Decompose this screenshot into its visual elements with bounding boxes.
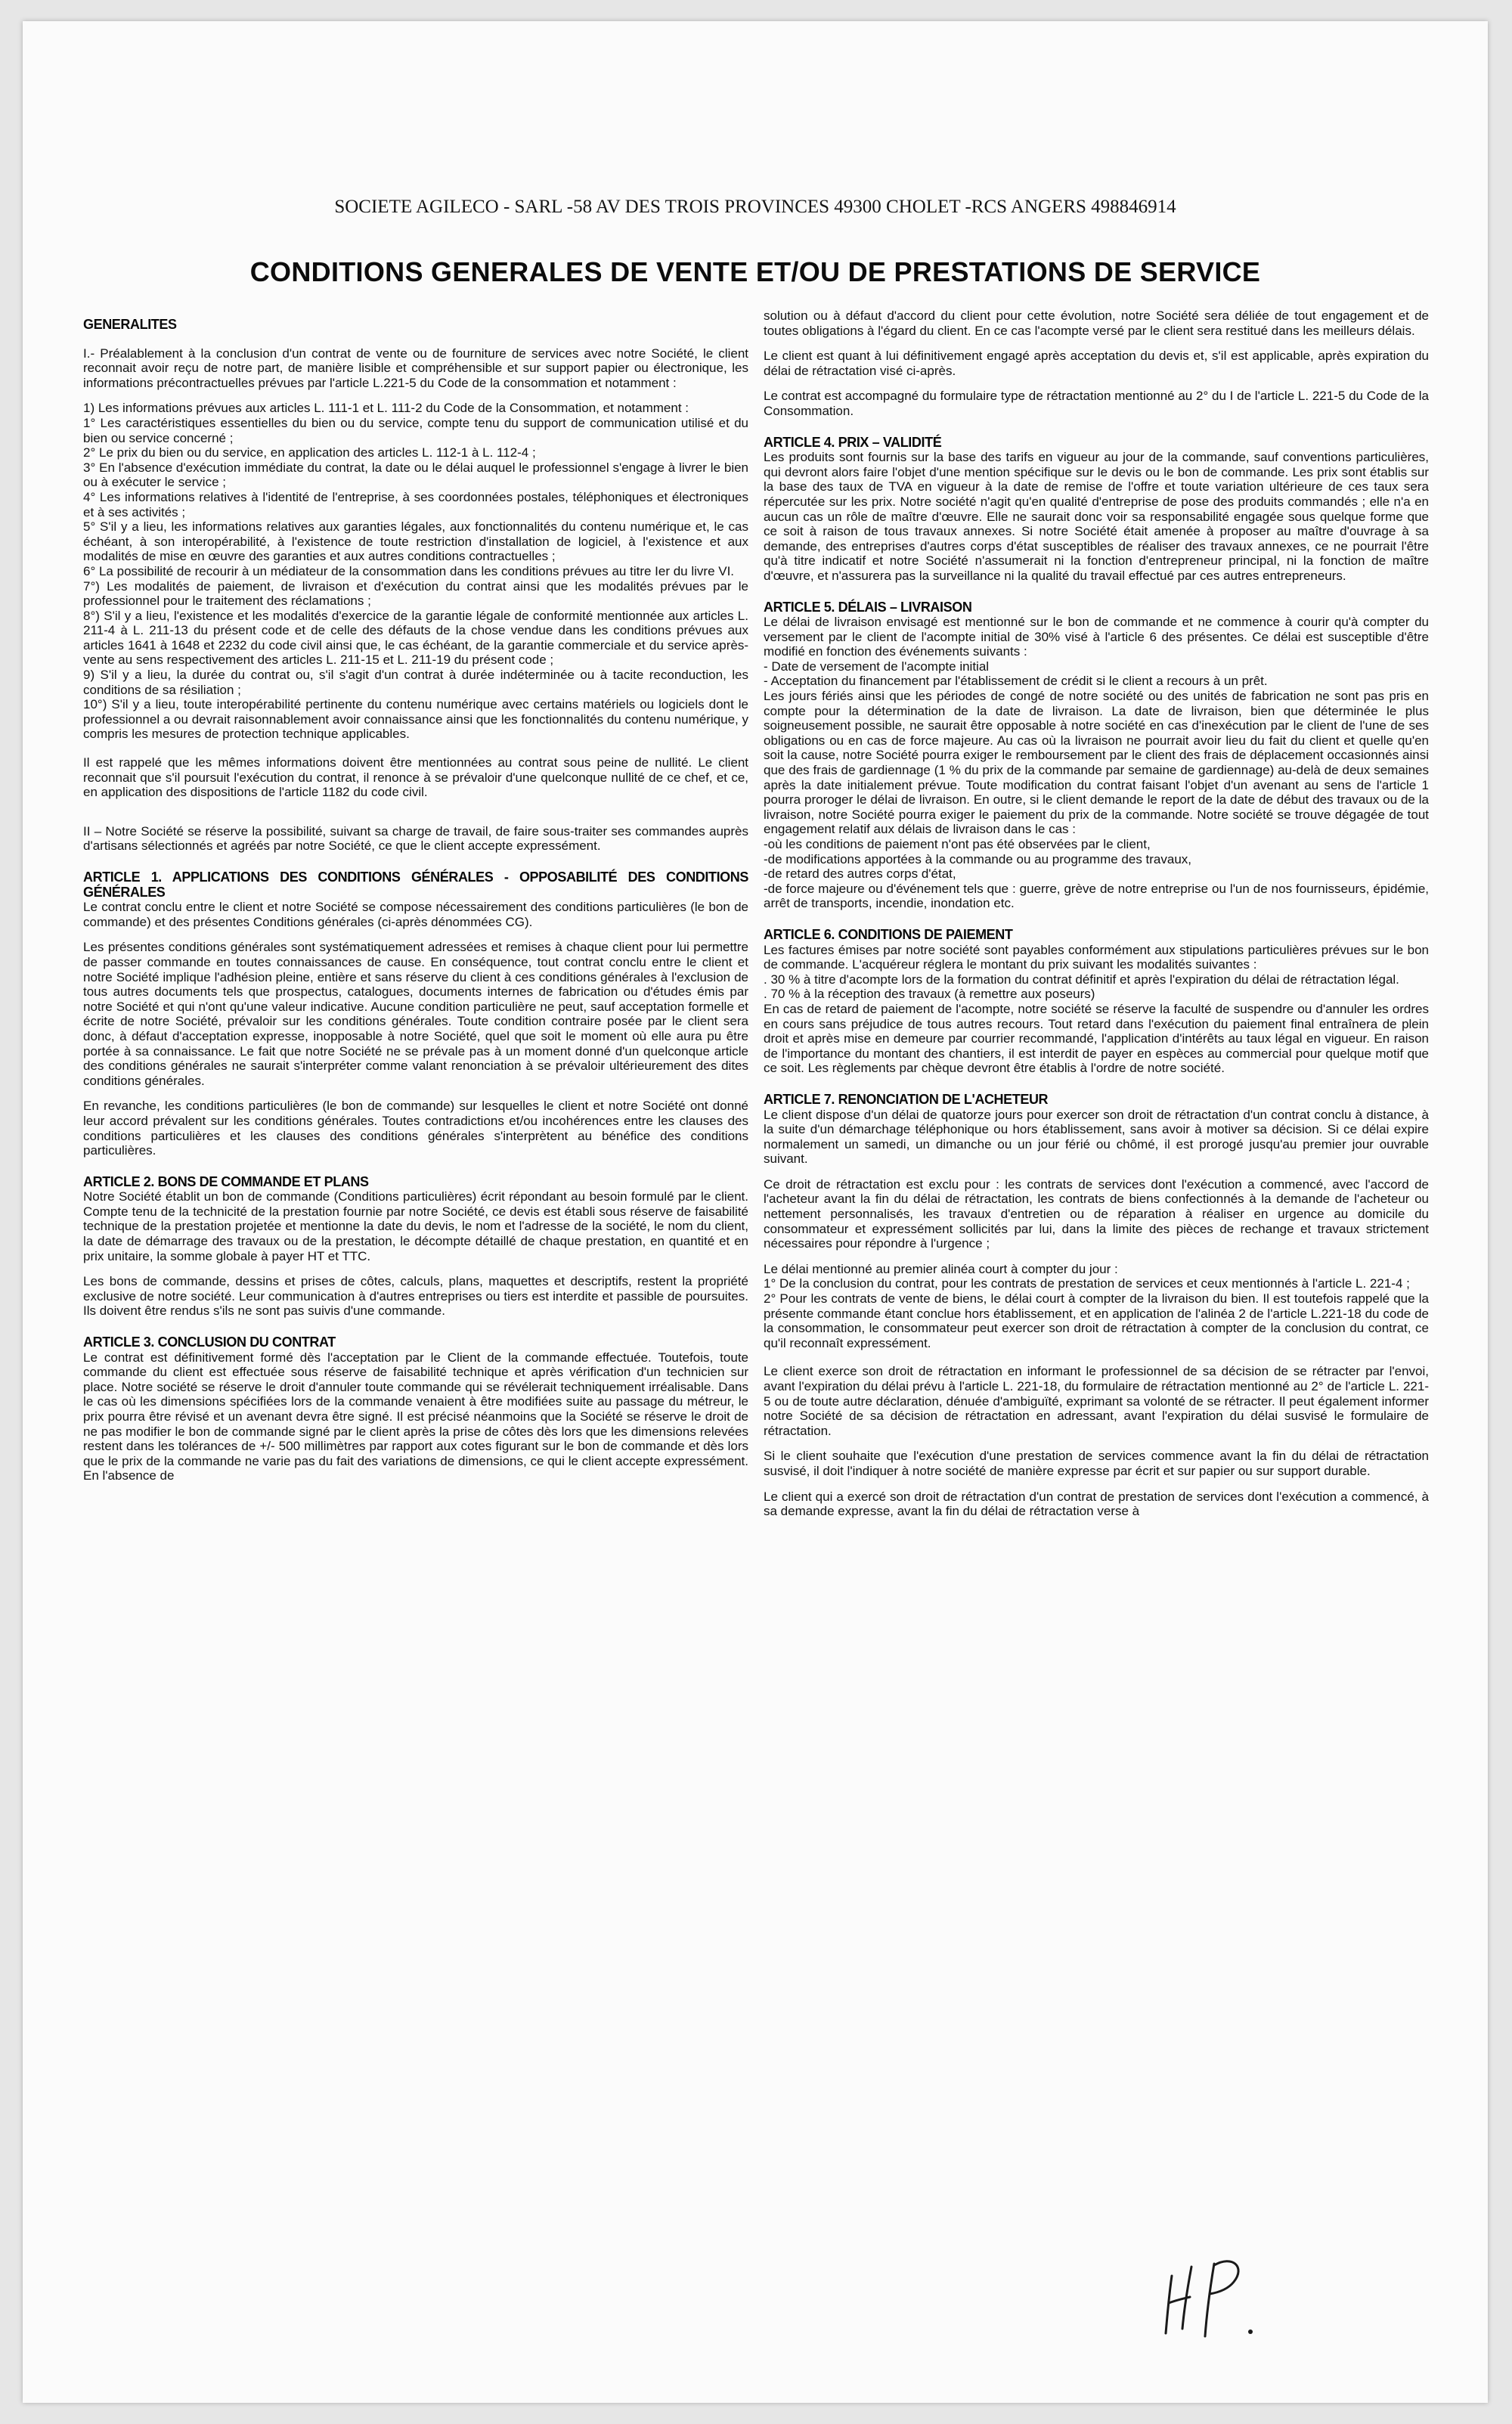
list-item: 7°) Les modalités de paiement, de livraison et d'exécution du contrat ainsi que les modalités prévues par le professionnel pour le traitement des réclamations ; [83,578,748,609]
article-7-paragraph: Si le client souhaite que l'exécution d'une prestation de services commence avant la fin du délai de rétractation susvisé, il doit l'indiquer à notre société de manière expresse par écrit et sur papier ou sur support durable. [764,1449,1429,1478]
list-item: -de retard des autres corps d'état, [764,866,956,882]
section-heading-article-4: ARTICLE 4. PRIX – VALIDITÉ [764,434,942,450]
section-heading-article-1: ARTICLE 1. APPLICATIONS DES CONDITIONS GÉNÉRALES - OPPOSABILITÉ DES CONDITIONS GÉNÉRALES [83,869,748,900]
list-item: 10°) S'il y a lieu, toute interopérabilité pertinente du contenu numérique avec certains matériels ou logiciels dont le professionnel a ou devrait raisonnablement avoir connaissance ainsi que les fonctionnalités du contenu numérique, y compris les mesures de protection technique applicables. [83,697,748,742]
document-title: CONDITIONS GENERALES DE VENTE ET/OU DE PRESTATIONS DE SERVICE [249,256,1261,287]
list-item: - Acceptation du financement par l'établissement de crédit si le client a recours à un prêt. [764,674,1268,689]
list-item: -de force majeure ou d'événement tels que : guerre, grève de notre entreprise ou l'un de nos fournisseurs, épidémie, arrêt de transports, incendie, inondation etc. [764,881,1429,911]
article-1-paragraph: En revanche, les conditions particulières (le bon de commande) sur lesquelles le client et notre Société ont donné leur accord prévalent sur les conditions générales. Toutes contradictions et/ou incohérences entre les clauses des conditions particulières et les clauses des conditions générales s'interprètent au bénéfice des conditions particulières. [83,1099,748,1158]
article-7-paragraph: Ce droit de rétractation est exclu pour : les contrats de services dont l'exécution a commencé, avec l'accord de l'acheteur avant la fin du délai de rétractation, les contrats de biens confectionnés à la demande de l'acheteur ou nettement personnalisés, les travaux d'entretien ou de réparation à réaliser en urgence au domicile du consommateur et expressément sollicités par lui, dans la limite des pièces de rechange et travaux strictement nécessaires pour répondre à l'urgence ; [764,1176,1429,1251]
list-item: -où les conditions de paiement n'ont pas été observées par le client, [764,837,1151,851]
list-item: - Date de versement de l'acompte initial [764,659,990,674]
list-item: 2° Le prix du bien ou du service, en application des articles L. 112-1 à L. 112-4 ; [83,445,536,460]
article-1-paragraph: Le contrat conclu entre le client et notre Société se compose nécessairement des conditions particulières (le bon de commande) et des présentes Conditions générales (ci-après dénommées CG). [83,900,748,929]
generalites-intro: I.- Préalablement à la conclusion d'un contrat de vente ou de fourniture de services avec notre Société, le client reconnait avoir reçu de notre part, de manière lisible et compréhensible et sur support papier ou électronique, les informations précontractuelles prévues par l'article L.221-5 du Code de la consommation et notamment : [83,346,748,390]
section-heading-article-3: ARTICLE 3. CONCLUSION DU CONTRAT [83,1334,336,1350]
right-column [764,308,1429,1530]
article-2-paragraph: Notre Société établit un bon de commande (Conditions particulières) écrit répondant au besoin formulé par le client. Compte tenu de la technicité de la prestation fournie par notre Société, ce devis est établi sous réserve de faisabilité technique de la prestation projetée et mentionne la date du devis, le nom et l'adresse de la société, le nom du client, la date de démarrage des travaux ou de la prestation, le décompte détaillé de chaque prestation, en quantité et en prix unitaire, la somme globale à payer HT et TTC. [83,1189,748,1263]
section-heading-article-6: ARTICLE 6. CONDITIONS DE PAIEMENT [764,926,1013,942]
list-item: 1° Les caractéristiques essentielles du bien ou du service, compte tenu du support de communication utilisé et du bien ou service concerné ; [83,415,748,445]
generalites-list [83,416,748,742]
section-heading-article-7: ARTICLE 7. RENONCIATION DE L'ACHETEUR [764,1091,1049,1107]
list-item: . 70 % à la réception des travaux (à remettre aux poseurs) [764,987,1095,1002]
article-7-paragraph: Le délai mentionné au premier alinéa court à compter du jour : [764,1261,1118,1276]
left-column [83,318,748,1494]
list-item: 2° Pour les contrats de vente de biens, le délai court à compter de la livraison du bien. Il est toutefois rappelé que la présente commande étant conclue hors établissement, et en application de l'alinéa 2 de l'article L.221-18 du code de la consommation, le consommateur peut exercer son droit de rétractation à compter de la conclusion du contrat, ce qu'il reconnaît expressément. [764,1291,1429,1350]
list-item: -de modifications apportées à la commande ou au programme des travaux, [764,851,1192,866]
list-item: . 30 % à titre d'acompte lors de la formation du contrat définitif et après l'expiration du délai de rétractation légal. [764,972,1399,987]
list-item: 4° Les informations relatives à l'identité de l'entreprise, à ses coordonnées postales, téléphoniques et électroniques et à ses activités ; [83,489,748,519]
generalites-list-intro: 1) Les informations prévues aux articles L. 111-1 et L. 111-2 du Code de la Consommation, et notamment : [83,401,689,416]
continuation-paragraph: Le contrat est accompagné du formulaire type de rétractation mentionné au 2° du I de l'article L. 221-5 du Code de la Consommation. [764,389,1429,418]
article-7-paragraph: Le client qui a exercé son droit de rétractation d'un contrat de prestation de services dont l'exécution a commencé, à sa demande expresse, avant la fin du délai de rétractation verse à [764,1489,1429,1519]
article-4-paragraph: Les produits sont fournis sur la base des tarifs en vigueur au jour de la commande, sauf conventions particulières, qui devront alors faire l'objet d'une mention spécifique sur le devis ou le bon de commande. Les prix sont établis sur la base des taux de TVA en vigueur à la date de remise de l'offre et toute variation ultérieure de ces taux sera répercutée sur les prix. Notre société n'agit qu'en qualité d'entreprise de pose des produits commandés ; elle n'a en aucun cas un rôle de maître d'œuvre. Elle ne saurait donc voir sa responsabilité engagée sous quelque forme que ce soit à raison de tous travaux annexes. Si notre Société était amenée à proposer au maître d'ouvrage à sa demande, des entreprises d'autres corps d'état susceptibles de réaliser des travaux annexes, ce ne pourrait l'être qu'à titre indicatif et notre Société n'assumerait ni la fonction d'entrepreneur principal, ni la fonction de maître d'œuvre, et n'assurera pas la surveillance ni la qualité du travail effectué par ces autres entrepreneurs. [764,450,1429,583]
generalites-reminder: Il est rappelé que les mêmes informations doivent être mentionnées au contrat sous peine de nullité. Le client reconnait que s'il poursuit l'exécution du contrat, il renonce à se prévaloir d'une quelconque nullité de ce chef, et ce, en application des dispositions de l'article 1182 du code civil. [83,755,748,800]
list-item: 5° S'il y a lieu, les informations relatives aux garanties légales, aux fonctionnalités du contenu numérique et, le cas échéant, à son interopérabilité, à l'existence de toute restriction d'installation de logiciel, à l'existence et aux modalités de mise en œuvre des garanties et aux autres conditions contractuelles ; [83,519,748,564]
section-heading-article-5: ARTICLE 5. DÉLAIS – LIVRAISON [764,599,972,615]
article-5-paragraph: Les jours fériés ainsi que les périodes de congé de notre société ou des unités de fabrication ne sont pas pris en compte pour la détermination de la date de livraison. La date de livraison, bien que déterminée le plus soigneusement possible, ne saurait être opposable à notre société en cas d'inexécution par le client de l'une de ses obligations ou en cas de force majeure. Au cas où la livraison ne pourrait avoir lieu du fait du client et quelle qu'en soit la cause, notre Société pourra exiger le remboursement par le client des frais de déplacement occasionnés ainsi que des frais de gardiennage (1 % du prix de la commande par semaine de gardiennage) au-delà de deux semaines après la date initialement prévue. Toute modification du contrat faisant l'objet d'un avenant au sens de l'article 1 pourra proroger le délai de livraison. En outre, si le client demande le report de la date de début des travaux ou de la livraison, notre Société pourra exiger le paiement du prix de la commande. Notre société se trouve dégagée de tout engagement relatif aux délais de livraison dans le cas : [764,689,1429,837]
list-item: 3° En l'absence d'exécution immédiate du contrat, la date ou le délai auquel le professionnel s'engage à livrer le bien ou à exécuter le service ; [83,460,748,490]
continuation-paragraph: Le client est quant à lui définitivement engagé après acceptation du devis et, s'il est applicable, après expiration du délai de rétractation visé ci-après. [764,349,1429,378]
continuation-paragraph: solution ou à défaut d'accord du client pour cette évolution, notre Société sera déliée de tout engagement et de toutes obligations à l'égard du client. En ce cas l'acompte versé par le client sera restitué dans les meilleurs délais. [764,308,1429,338]
article-3-paragraph: Le contrat est définitivement formé dès l'acceptation par le Client de la commande effectuée. Toutefois, toute commande du client est effectuée sous réserve de faisabilité technique et après vérification d'un technicien sur place. Notre société se réserve le droit d'annuler toute commande qui se révélerait techniquement irréalisable. Dans le cas où les dimensions spécifiées lors de la commande venaient à être modifiées suite au passage du métreur, le prix pourra être révisé et un avenant devra être signé. Il est précisé néanmoins que la Société se réserve le droit de ne pas modifier le bon de commande signé par le client après la prise de côtes dès lors que les dimensions relevées restent dans les tolérances de +/- 500 millimètres par rapport aux cotes figurant sur le bon de commande et dès lors que le prix de la commande ne varie pas du fait des variations de dimensions, ce qui le client accepte expressément. En l'absence de [83,1350,748,1483]
list-item: 9) S'il y a lieu, la durée du contrat ou, s'il s'agit d'un contrat à durée indéterminée ou à tacite reconduction, les conditions de sa résiliation ; [83,668,748,697]
list-item: 1° De la conclusion du contrat, pour les contrats de prestation de services et ceux mentionnés à l'article L. 221-4 ; [764,1276,1410,1291]
generalites-part2: II – Notre Société se réserve la possibilité, suivant sa charge de travail, de faire sous-traiter ses commandes auprès d'artisans sélectionnés et agréés par notre Société, ce que le client accepte expressément. [83,823,748,854]
company-header: SOCIETE AGILECO - SARL -58 AV DES TROIS PROVINCES 49300 CHOLET -RCS ANGERS 498846914 [334,197,1176,217]
article-5-paragraph: Le délai de livraison envisagé est mentionné sur le bon de commande et ne commence à courir qu'à compter du versement par le client de l'acompte initial de 30% visé à l'article 6 des présentes. Ce délai est susceptible d'être modifié en fonction des événements suivants : [764,615,1429,659]
section-heading-generalites: GENERALITES [83,317,177,332]
list-item: 6° La possibilité de recourir à un médiateur de la consommation dans les conditions prévues au titre Ier du livre VI. [83,563,735,578]
section-heading-article-2: ARTICLE 2. BONS DE COMMANDE ET PLANS [83,1173,369,1189]
list-item: 8°) S'il y a lieu, l'existence et les modalités d'exercice de la garantie légale de conformité mentionnée aux articles L. 211-4 à L. 211-13 du présent code et de celle des défauts de la chose vendue dans les conditions prévues aux articles 1641 à 1648 et 2232 du code civil ainsi que, le cas échéant, de la garantie commerciale et du service après-vente au sens respectivement des articles L. 211-15 et L. 211-19 du présent code ; [83,608,748,668]
handwritten-initials [1149,2244,1300,2350]
article-2-paragraph: Les bons de commande, dessins et prises de côtes, calculs, plans, maquettes et descriptifs, restent la propriété exclusive de notre société. Leur communication à d'autres entreprises ou tiers est interdite et passible de poursuites. Ils doivent être rendus s'ils ne sont pas suivis d'une commande. [83,1274,748,1319]
article-7-paragraph: Le client exerce son droit de rétractation en informant le professionnel de sa décision de se rétracter par l'envoi, avant l'expiration du délai prévu à l'article L. 221-18, du formulaire de rétractation mentionné au 2° de l'article L. 221-5 ou de toute autre déclaration, dénuée d'ambiguïté, exprimant sa volonté de se rétracter. Il peut également informer notre Société de sa décision de rétractation en adressant, avant l'expiration du délai susvisé le formulaire de rétractation. [764,1364,1429,1438]
article-1-paragraph: Les présentes conditions générales sont systématiquement adressées et remises à chaque client pour lui permettre de passer commande en toutes connaissances de cause. En conséquence, tout contrat conclu entre le client et notre Société implique l'adhésion pleine, entière et sans réserve du client à ces conditions générales à l'exclusion de tous autres documents tels que prospectus, catalogues, documents internes de fabrication ou d'études émis par notre Société et qui n'ont qu'une valeur indicative. Aucune condition particulière ne peut, sauf acceptation formelle et écrite de notre Société, prévaloir sur les conditions générales. Toute condition contraire posée par le client sera donc, à défaut d'acceptation expresse, inopposable à notre Société, quel que soit le moment où elle aura pu être portée à sa connaissance. Le fait que notre Société ne se prévale pas à un moment donné d'un quelconque article des conditions générales ne saurait s'interpréter comme valant renonciation à se prévaloir ultérieurement des dites conditions générales. [83,940,748,1088]
article-6-paragraph: En cas de retard de paiement de l'acompte, notre société se réserve la faculté de suspendre ou d'annuler les ordres en cours sans préjudice de tous autres recours. Tout retard dans l'exécution du paiement final entraînera de plein droit et après mise en demeure par courrier recommandé, l'application d'intérêts au taux légal en vigueur. En raison de l'importance du montant des chantiers, il est interdit de payer en espèces au commercial pour quelque motif que ce soit. Les règlements par chèque devront être établis à l'ordre de notre société. [764,1001,1429,1076]
article-7-paragraph: Le client dispose d'un délai de quatorze jours pour exercer son droit de rétractation d'un contrat conclu à distance, à la suite d'un démarchage téléphonique ou hors établissement, sans avoir à motiver sa décision. Si ce délai expire normalement un samedi, un dimanche ou un jour férié ou chômé, il est prorogé jusqu'au premier jour ouvrable suivant. [764,1107,1429,1167]
document-page [23,21,1488,2403]
article-6-paragraph: Les factures émises par notre société sont payables conformément aux stipulations particulières prévues sur le bon de commande. L'acquéreur réglera le montant du prix suivant les modalités suivantes : [764,942,1429,972]
